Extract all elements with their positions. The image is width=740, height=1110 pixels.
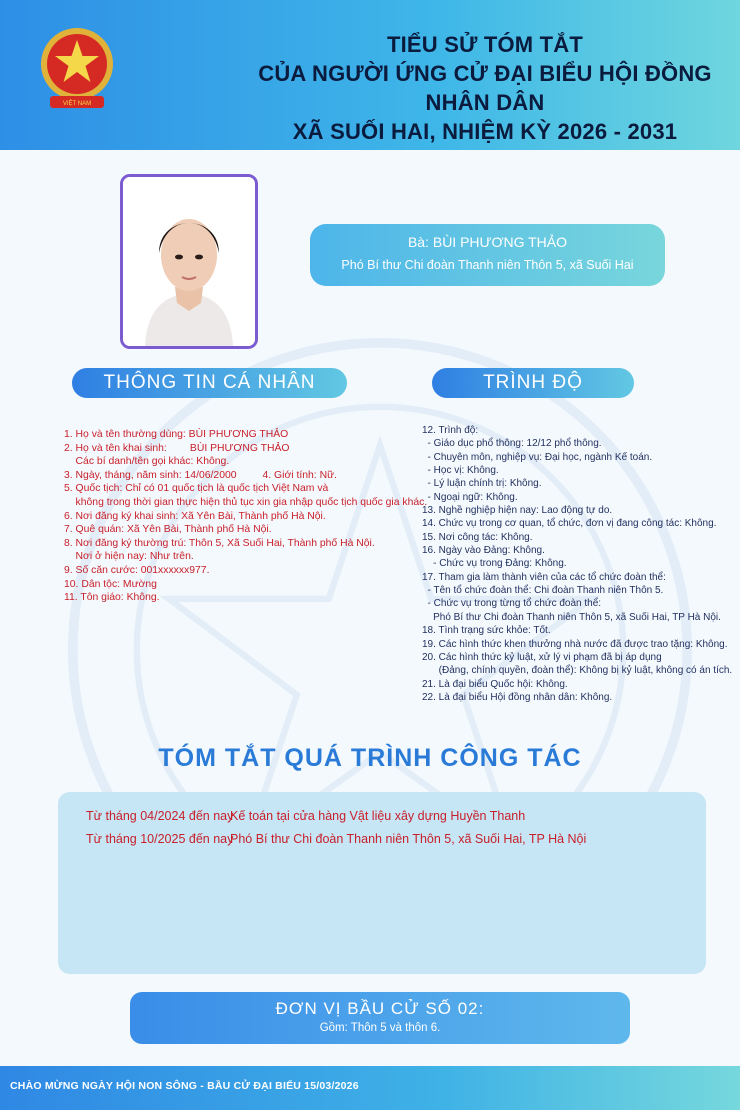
list-item: 7. Quê quán: Xã Yên Bài, Thành phố Hà Nội. [64, 524, 272, 536]
footer-slogan: CHÀO MỪNG NGÀY HỘI NON SÔNG - BẦU CỬ ĐẠI BIỂU 15/03/2026 [10, 1080, 359, 1092]
list-item: - Học vị: Không. [422, 465, 499, 477]
list-item: 21. Là đại biểu Quốc hội: Không. [422, 678, 568, 690]
electoral-district-card [130, 992, 630, 1044]
list-item: (Đảng, chính quyền, đoàn thể): Không bị kỷ luật, không có án tích. [422, 665, 733, 677]
education-info-list [422, 424, 738, 704]
candidate-portrait [120, 174, 258, 349]
work-history-heading: TÓM TẮT QUÁ TRÌNH CÔNG TÁC [158, 744, 582, 772]
list-item: 12. Trình độ: [422, 425, 479, 436]
list-item: 2. Họ và tên khai sinh: BÙI PHƯƠNG THẢO [64, 442, 290, 454]
list-item: - Giáo dục phổ thông: 12/12 phổ thông. [422, 438, 602, 450]
list-item: 11. Tôn giáo: Không. [64, 592, 160, 604]
list-item: 20. Các hình thức kỷ luật, xử lý vi phạm đã bị áp dụng [422, 651, 662, 663]
list-item: - Ngoại ngữ: Không. [422, 491, 518, 503]
list-item: 8. Nơi đăng ký thường trú: Thôn 5, Xã Suối Hai, Thành phố Hà Nội. [64, 537, 375, 549]
list-item: - Lý luận chính trị: Không. [422, 478, 542, 490]
title-line-3: XÃ SUỐI HAI, NHIỆM KỲ 2026 - 2031 [292, 119, 678, 144]
list-item: 9. Số căn cước: 001xxxxxx977. [64, 564, 210, 576]
personal-info-heading: THÔNG TIN CÁ NHÂN [72, 368, 347, 398]
list-item: 19. Các hình thức khen thưởng nhà nước đã được trao tặng: Không. [422, 638, 728, 650]
list-item: 3. Ngày, tháng, năm sinh: 14/06/2000 4. Giới tính: Nữ. [64, 469, 337, 481]
list-item: Phó Bí thư Chi đoàn Thanh niên Thôn 5, xã Suối Hai, TP Hà Nội. [422, 611, 721, 623]
title-line-1: TIỂU SỬ TÓM TẮT [386, 32, 583, 57]
list-item: 16. Ngày vào Đảng: Không. [422, 545, 545, 557]
list-item: 17. Tham gia làm thành viên của các tổ chức đoàn thể: [422, 571, 666, 583]
national-emblem-icon [38, 24, 116, 116]
list-item: 1. Họ và tên thường dùng: BÙI PHƯƠNG THẢO [64, 429, 289, 440]
list-item: không trong thời gian thực hiện thủ tục xin gia nhập quốc tịch quốc gia khác. [64, 496, 428, 508]
list-item: 18. Tình trạng sức khỏe: Tốt. [422, 625, 551, 637]
list-item: 14. Chức vụ trong cơ quan, tổ chức, đơn vị đang công tác: Không. [422, 518, 717, 530]
list-item: 15. Nơi công tác: Không. [422, 531, 533, 543]
footer-banner [0, 1066, 740, 1110]
list-item: 5. Quốc tịch: Chỉ có 01 quốc tịch là quốc tịch Việt Nam và [64, 483, 329, 495]
district-title: ĐƠN VỊ BẦU CỬ SỐ 02: [275, 999, 485, 1018]
svg-text:VIỆT NAM: VIỆT NAM [62, 101, 92, 107]
portrait-photo [123, 177, 255, 346]
work-description: Phó Bí thư Chi đoàn Thanh niên Thôn 5, xã Suối Hai, TP Hà Nội [230, 832, 587, 846]
list-item: Nơi ở hiện nay: Như trên. [64, 551, 194, 563]
list-item: - Chuyên môn, nghiệp vụ: Đại học, ngành Kế toán. [422, 451, 653, 463]
list-item: 22. Là đại biểu Hội đồng nhân dân: Không. [422, 691, 613, 703]
work-description: Kế toán tại cửa hàng Vật liệu xây dựng Huyền Thanh [230, 809, 526, 823]
list-item: 6. Nơi đăng ký khai sinh: Xã Yên Bài, Thành phố Hà Nội. [64, 510, 326, 522]
personal-info-list [64, 428, 428, 605]
title-line-2: CỦA NGƯỜI ỨNG CỬ ĐẠI BIỂU HỘI ĐỒNG NHÂN DÂN [258, 61, 712, 115]
list-item: - Chức vụ trong từng tổ chức đoàn thể: [422, 598, 602, 610]
candidate-name: Bà: BÙI PHƯƠNG THẢO [407, 234, 568, 250]
candidate-position: Phó Bí thư Chi đoàn Thanh niên Thôn 5, xã Suối Hai [341, 258, 634, 272]
candidate-name-card [310, 224, 665, 286]
page-title [230, 30, 740, 146]
header-banner [0, 0, 740, 150]
list-item: - Chức vụ trong Đảng: Không. [422, 558, 567, 570]
work-period: Từ tháng 10/2025 đến nay [86, 832, 234, 846]
education-heading: TRÌNH ĐỘ [432, 368, 634, 398]
list-item: 13. Nghề nghiệp hiện nay: Lao động tự do. [422, 505, 613, 517]
work-period: Từ tháng 04/2024 đến nay [86, 809, 234, 823]
district-subtitle: Gồm: Thôn 5 và thôn 6. [319, 1022, 441, 1034]
list-item: 10. Dân tộc: Mường [64, 578, 157, 590]
list-item: - Tên tổ chức đoàn thể: Chi đoàn Thanh niên Thôn 5. [422, 585, 664, 597]
list-item: Các bí danh/tên gọi khác: Không. [64, 456, 230, 468]
